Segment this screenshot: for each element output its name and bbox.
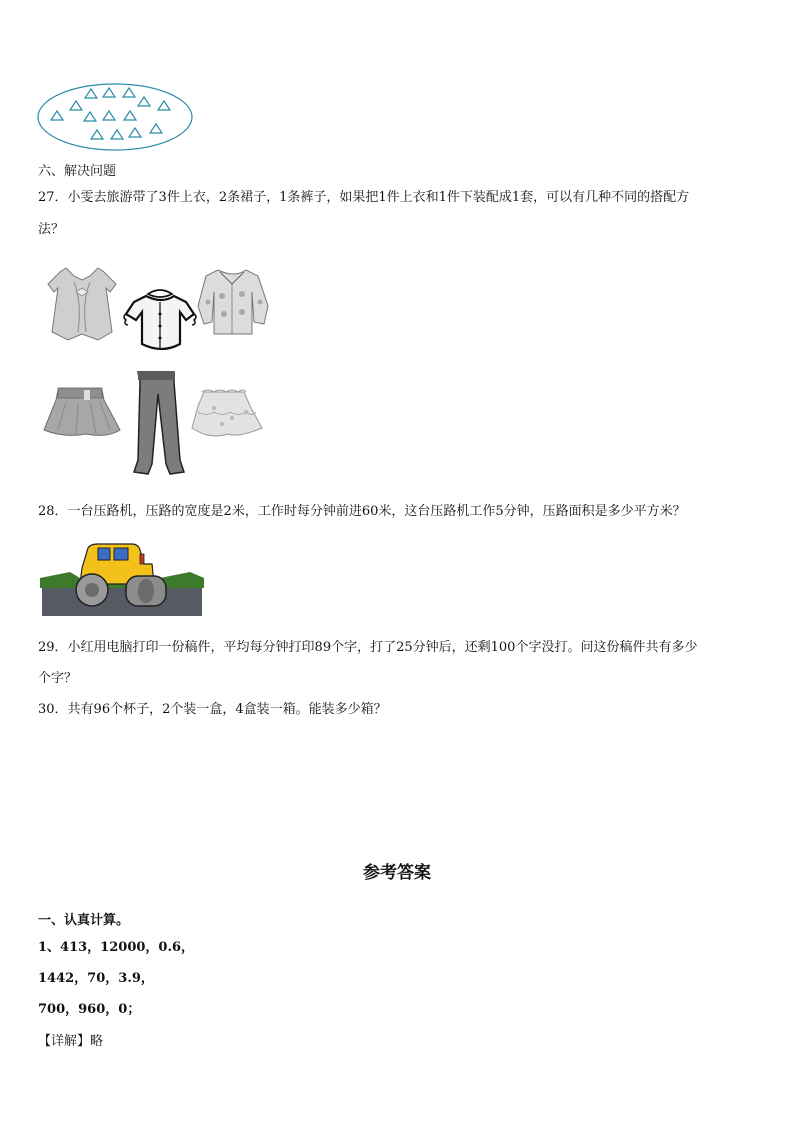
triangle — [124, 111, 136, 120]
dress-top-image — [48, 268, 116, 340]
question-29-line1: 29．小红用电脑打印一份稿件，平均每分钟打印89个字，打了25分钟后，还剩100个字没打。问这份稿件共有多少 — [38, 640, 698, 655]
frilled-blouse-image — [124, 290, 196, 349]
road-roller-figure — [40, 538, 204, 618]
answer-row-1: 1、413，12000，0.6， — [38, 940, 195, 955]
question-28: 28．一台压路机，压路的宽度是2米，工作时每分钟前进60米，这台压路机工作5分钟，压路面积是多少平方米？ — [38, 504, 686, 519]
question-27-line2: 法？ — [38, 222, 65, 237]
answer-row-2: 1442，70，3.9， — [38, 971, 154, 986]
triangle — [138, 97, 150, 106]
question-30: 30．共有96个杯子，2个装一盒，4盒装一箱。能装多少箱？ — [38, 702, 387, 717]
trousers-image — [134, 372, 184, 474]
triangle — [158, 101, 170, 110]
triangle — [103, 111, 115, 120]
triangle — [123, 88, 135, 97]
triangle-group — [51, 88, 170, 139]
triangle — [70, 101, 82, 110]
triangle — [129, 128, 141, 137]
triangle — [103, 88, 115, 97]
answer-detail: 【详解】略 — [38, 1034, 104, 1049]
question-27-line1: 27．小雯去旅游带了3件上衣，2条裙子，1条裤子，如果把1件上衣和1件下装配成1套，可以有几种不同的搭配方 — [38, 190, 690, 205]
triangle — [85, 89, 97, 98]
triangle — [51, 111, 63, 120]
section-heading: 六、解决问题 — [38, 164, 117, 179]
triangle — [91, 130, 103, 139]
patterned-shirt-image — [198, 270, 268, 334]
triangle — [84, 112, 96, 121]
lace-skirt-image — [192, 390, 262, 436]
answer-row-3: 700，960，0； — [38, 1002, 141, 1017]
road-surface — [42, 586, 202, 616]
pleated-skirt-image — [44, 388, 120, 435]
answer-title: 参考答案 — [363, 863, 431, 883]
ellipse-triangles-figure — [36, 82, 196, 154]
clothes-figure — [38, 262, 278, 478]
triangle — [111, 130, 123, 139]
triangle — [150, 124, 162, 133]
answer-section-heading: 一、认真计算。 — [38, 913, 130, 928]
question-29-line2: 个字？ — [38, 671, 78, 686]
